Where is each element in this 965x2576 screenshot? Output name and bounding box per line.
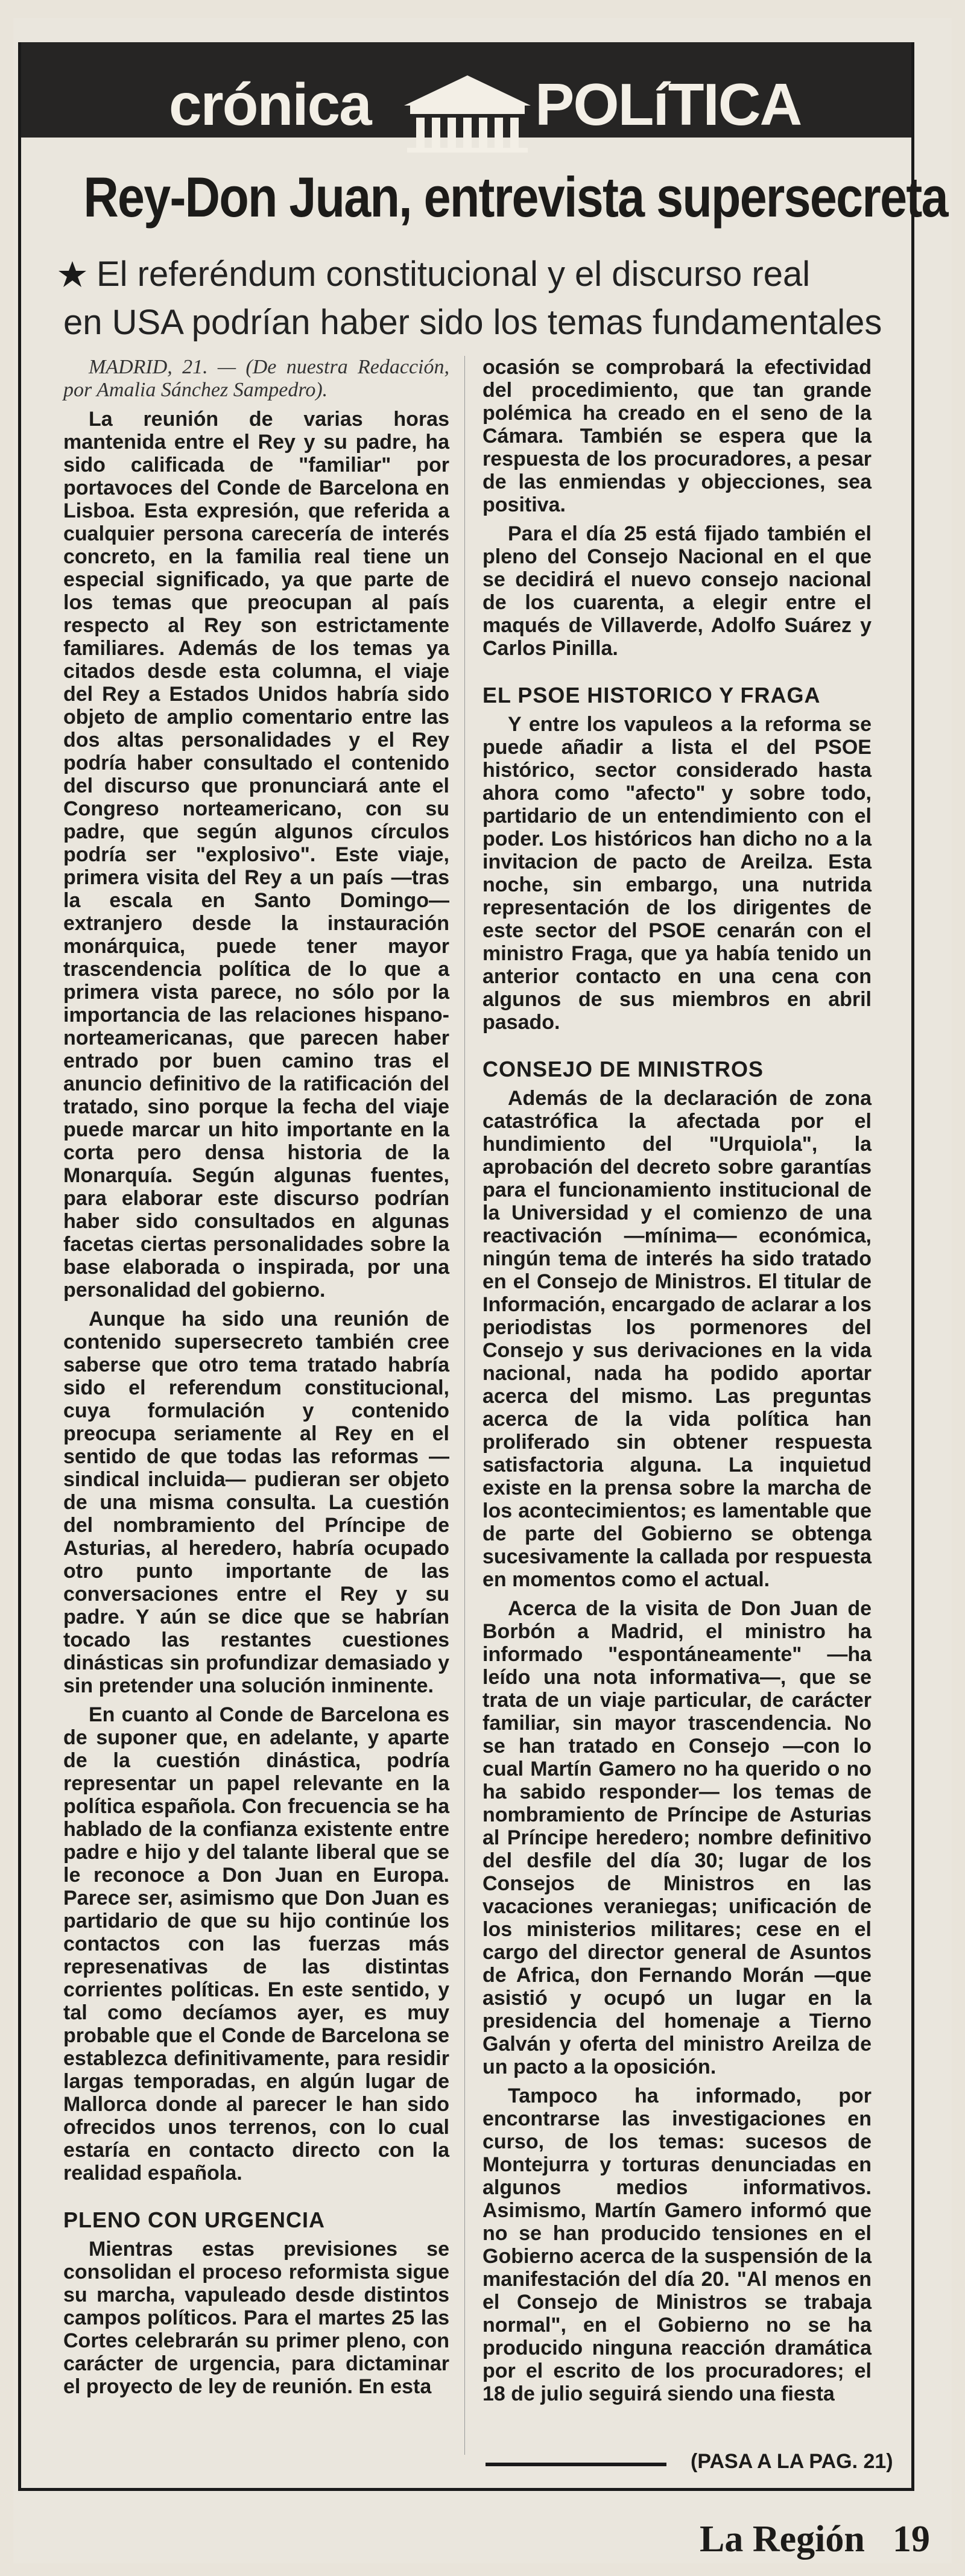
newspaper-masthead: La Región xyxy=(700,2519,865,2560)
paragraph: Además de la declaración de zona catastrófica la afectada por el hundimiento del "Urquiola", la aprobación del decreto sobre garantías para el funcionamiento institucional de la Universidad y el comienzo de una reactivación —mínima— económica, ningún tema de interés ha sido tratado en el Consejo de Ministros. El titular de Información, encargado de aclarar a los periodistas los pormenores del Consejo y sus derivaciones en la vida nacional, nada ha podido aportar acerca del mismo. Las preguntas acerca de la vida política han proliferado sin obtener respuesta satisfactoria alguna. La inquietud existe en la prensa sobre la marcha de los acontecimientos; es lamentable que de parte del Gobierno se obtenga sucesivamente la callada por respuesta en momentos como el actual. xyxy=(482,1087,872,1591)
section-heading-consejo: CONSEJO DE MINISTROS xyxy=(482,1057,764,1081)
section-heading-psoe: EL PSOE HISTORICO Y FRAGA xyxy=(482,683,821,707)
paragraph: Aunque ha sido una reunión de contenido supersecreto también cree saberse que otro tema tratado habría sido el referendum constitucional, cuya formulación y contenido preocupa seriamente al Rey en el sentido de que todas las reformas —sindical incluida— pudieran ser objeto de una misma consulta. La cuestión del nombramiento del Príncipe de Asturias, al heredero, habría ocupado otro punto importante de las conversaciones entre el Rey y su padre. Y aún se dice que se habrían tocado las restantes cuestiones dinásticas sin profundizar demasiado y sin pretender una solución inminente. xyxy=(63,1308,449,1697)
continuation-note: (PASA A LA PAG. 21) xyxy=(691,2450,893,2473)
page-number: 19 xyxy=(893,2519,930,2560)
left-column xyxy=(63,356,449,2404)
subheadline-line-2: en USA podrían haber sido los temas fundamentales xyxy=(63,303,882,342)
section-banner xyxy=(21,42,911,138)
headline: Rey-Don Juan, entrevista supersecreta xyxy=(83,165,948,229)
paragraph: Y entre los vapuleos a la reforma se puede añadir a lista el del PSOE histórico, sector considerado hasta ahora como "afecto" y sobre todo, partidario de un entendimiento con el poder. Los históricos han dicho no a la invitacion de pacto de Areilza. Esta noche, sin embargo, una nutrida representación de los dirigentes de este sector del PSOE cenarán con el ministro Fraga, que ya había tenido un anterior contacto en una cena con algunos de sus miembros en abril pasado. xyxy=(482,713,872,1034)
paragraph: Mientras estas previsiones se consolidan el proceso reformista sigue su marcha, vapuleado desde distintos campos políticos. Para el martes 25 las Cortes celebrarán su primer pleno, con carácter de urgencia, para dictaminar el proyecto de ley de reunión. En esta xyxy=(63,2238,449,2398)
subheadline-line-1: El referéndum constitucional y el discurso real xyxy=(96,255,811,294)
right-column xyxy=(482,356,872,2411)
paragraph: La reunión de varias horas mantenida entre el Rey y su padre, ha sido calificada de "familiar" por portavoces del Conde de Barcelona en Lisboa. Esta expresión, que referida a cualquier persona carecería de interés concreto, en la familia real tiene un especial significado, ya que parte de los temas que preocupan al país respecto al Rey son estrictamente familiares. Además de los temas ya citados desde esta columna, el viaje del Rey a Estados Unidos habría sido objeto de amplio comentario entre las dos altas personalidades y el Rey podría haber consultado el contenido del discurso que pronunciará ante el Congreso norteamericano, con su padre, que según algunos círculos podría ser "explosivo". Este viaje, primera visita del Rey a un país —tras la escala en Santo Domingo— extranjero desde la instauración monárquica, puede tener mayor trascendencia política de lo que a primera vista parece, no sólo por la importancia de las relaciones hispano-norteamericanas, que parecen haber entrado por buen camino tras el anuncio definitivo de la ratificación del tratado, sino porque la fecha del viaje puede marcar un hito importante en la corta pero densa historia de la Monarquía. Según algunas fuentes, para elaborar este discurso podrían haber sido consultados en algunas facetas ciertas personalidades sobre la base elaborada o inspirada, por una personalidad del gobierno. xyxy=(63,408,449,1302)
banner-word-politica: POLíTICA xyxy=(535,71,802,138)
paragraph: En cuanto al Conde de Barcelona es de suponer que, en adelante, y aparte de la cuestión dinástica, podría representar un papel relevante en la política española. Con frecuencia se ha hablado de la confianza existente entre padre e hijo y del talante liberal que se le reconoce a Don Juan en Europa. Parece ser, asimismo que Don Juan es partidario de que su hijo continúe los contactos con las fuerzas más represenativas de las distintas corrientes políticas. En este sentido, y tal como decíamos ayer, es muy probable que el Conde de Barcelona se establezca definitivamente, para residir largas temporadas, en algún lugar de Mallorca donde al parecer le han sido ofrecidos unos terrenos, con lo cual estaría en contacto directo con la realidad española. xyxy=(63,1703,449,2185)
paragraph: Tampoco ha informado, por encontrarse las investigaciones en curso, de los temas: sucesos de Montejurra y torturas denunciadas en algunos medios informativos. Asimismo, Martín Gamero informó que no se han producido tensiones en el Gobierno acerca de la suspensión de la manifestación del día 20. "Al menos en el Consejo de Ministros se trabaja normal", en el Gobierno no se ha producido ninguna reacción dramática por el escrito de los procuradores; el 18 de julio seguirá siendo una fiesta xyxy=(482,2084,872,2405)
paragraph: Para el día 25 está fijado también el pleno del Consejo Nacional en el que se decidirá el nuevo consejo nacional de los cuarenta, a elegir entre el maqués de Villaverde, Adolfo Suárez y Carlos Pinilla. xyxy=(482,522,872,660)
continuation-rule xyxy=(486,2463,666,2466)
parliament-building-icon xyxy=(392,63,543,154)
paragraph: ocasión se comprobará la efectividad del procedimiento, que tan grande polémica ha creado en el seno de la Cámara. También se espera que la respuesta de los procuradores, a pesar de las enmiendas y objecciones, sea positiva. xyxy=(482,356,872,516)
star-bullet-icon xyxy=(57,259,87,290)
section-heading-pleno: PLENO CON URGENCIA xyxy=(63,2207,326,2232)
banner-word-cronica: crónica xyxy=(169,71,371,138)
column-divider xyxy=(464,356,465,2455)
paragraph: Acerca de la visita de Don Juan de Borbón a Madrid, el ministro ha informado "espontáneamente" —ha leído una nota informativa—, que se trata de un viaje particular, de carácter familiar, sin mayor trascendencia. No se han tratado en Consejo —con lo cual Martín Gamero no ha querido o no ha sabido responder— los temas de nombramiento de Príncipe de Asturias al Príncipe heredero; nombre definitivo del desfile del día 30; lugar de los Consejos de Ministros en las vacaciones veraniegas; unificación de los ministerios militares; cese en el cargo del director general de Asuntos de Africa, don Fernando Morán —que asistió y ocupó un lugar en la presidencia del homenaje a Tierno Galván y oferta del ministro Areilza de un pacto a la oposición. xyxy=(482,1597,872,2078)
byline: MADRID, 21. — (De nuestra Redacción, por Amalia Sánchez Sampedro). xyxy=(63,356,449,401)
